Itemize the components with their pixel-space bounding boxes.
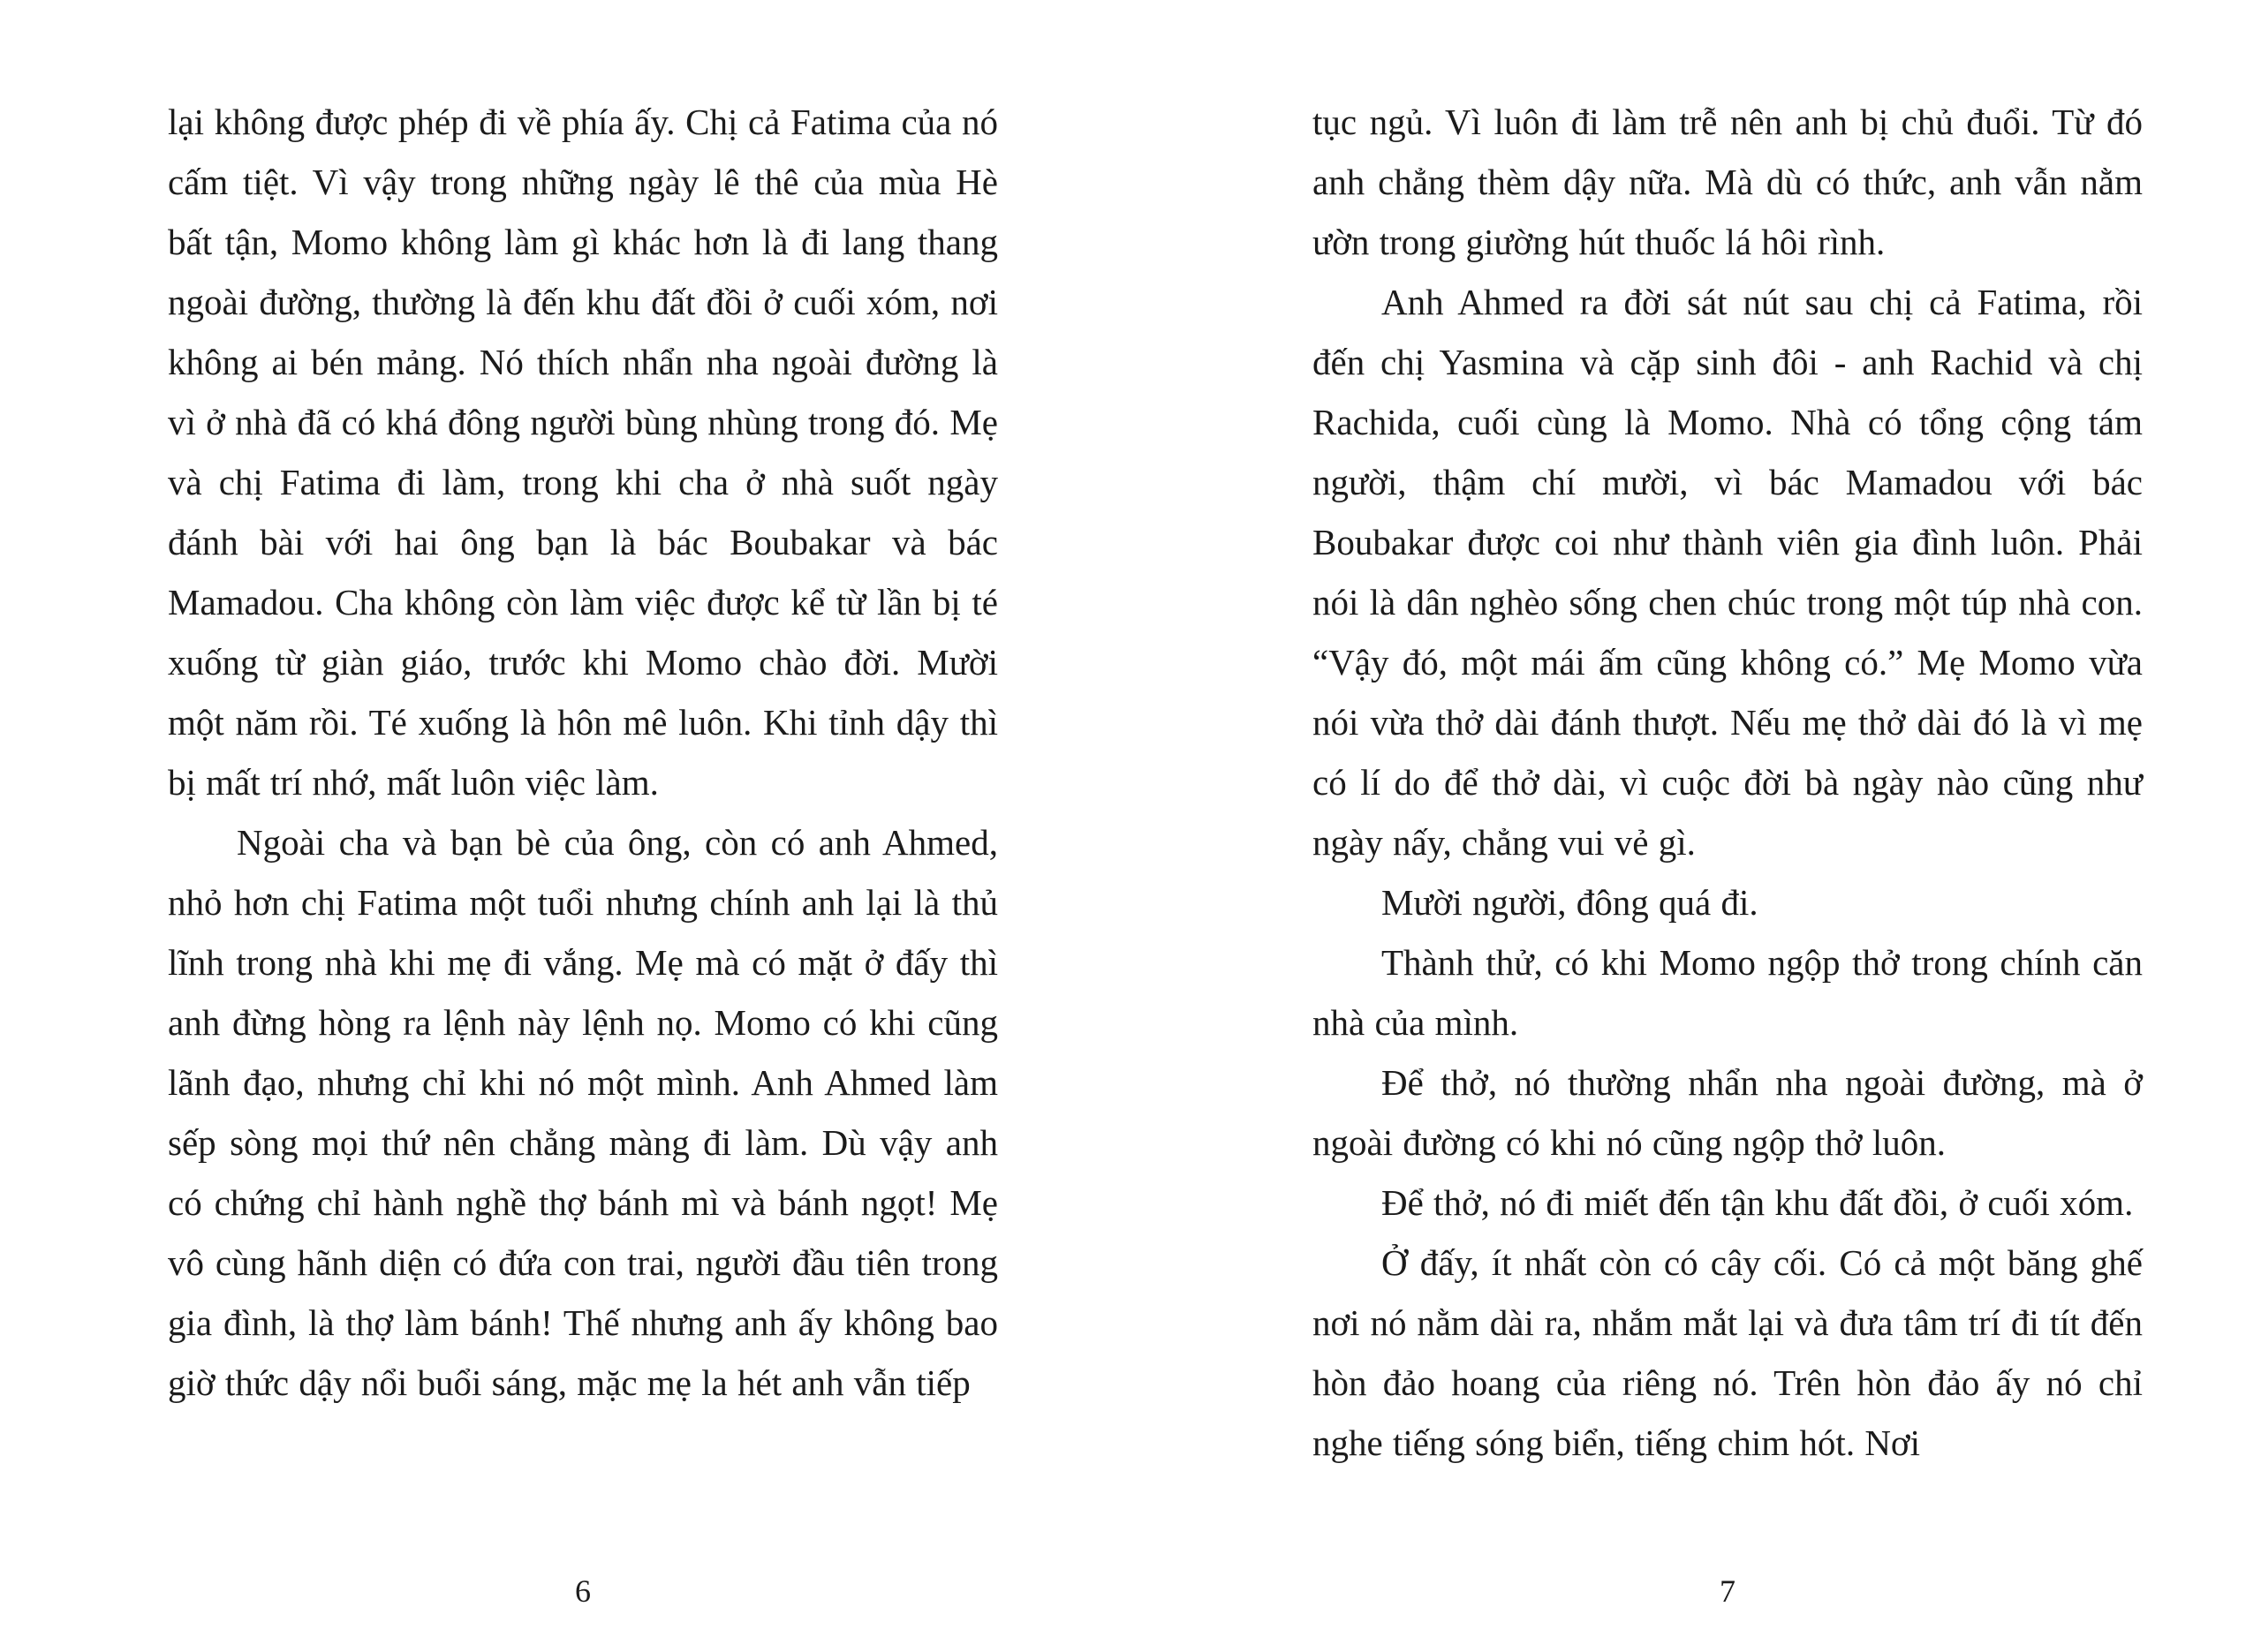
paragraph: Thành thử, có khi Momo ngộp thở trong chính căn nhà của mình. [1312,942,2143,1043]
page-left-text [168,92,998,1413]
paragraph: lại không được phép đi về phía ấy. Chị cả Fatima của nó cấm tiệt. Vì vậy trong những ngày lê thê của mùa Hè bất tận, Momo không làm gì khác hơn là đi lang thang ngoài đường, thường là đến khu đất đồi ở cuối xóm, nơi không ai bén mảng. Nó thích nhẩn nha ngoài đường là vì ở nhà đã có khá đông người bùng nhùng trong đó. Mẹ và chị Fatima đi làm, trong khi cha ở nhà suốt ngày đánh bài với hai ông bạn là bác Boubakar và bác Mamadou. Cha không còn làm việc được kể từ lần bị té xuống từ giàn giáo, trước khi Momo chào đời. Mười một năm rồi. Té xuống là hôn mê luôn. Khi tỉnh dậy thì bị mất trí nhớ, mất luôn việc làm. [168,102,998,803]
paragraph: Để thở, nó thường nhẩn nha ngoài đường, mà ở ngoài đường có khi nó cũng ngộp thở luôn. [1312,1062,2143,1163]
paragraph: Mười người, đông quá đi. [1381,882,1758,923]
paragraph: Ngoài cha và bạn bè của ông, còn có anh Ahmed, nhỏ hơn chị Fatima một tuổi nhưng chính anh lại là thủ lĩnh trong nhà khi mẹ đi vắng. Mẹ mà có mặt ở đấy thì anh đừng hòng ra lệnh này lệnh nọ. Momo có khi cũng lãnh đạo, nhưng chỉ khi nó một mình. Anh Ahmed làm sếp sòng mọi thứ nên chẳng màng đi làm. Dù vậy anh có chứng chỉ hành nghề thợ bánh mì và bánh ngọt! Mẹ vô cùng hãnh diện có đứa con trai, người đầu tiên trong gia đình, là thợ làm bánh! Thế nhưng anh ấy không bao giờ thức dậy nổi buổi sáng, mặc mẹ la hét anh vẫn tiếp [168,822,998,1403]
page-number-left: 6 [575,1573,591,1609]
paragraph: Anh Ahmed ra đời sát nút sau chị cả Fatima, rồi đến chị Yasmina và cặp sinh đôi - anh Rachid và chị Rachida, cuối cùng là Momo. Nhà có tổng cộng tám người, thậm chí mười, vì bác Mamadou với bác Boubakar được coi như thành viên gia đình luôn. Phải nói là dân nghèo sống chen chúc trong một túp nhà con. “Vậy đó, một mái ấm cũng không có.” Mẹ Momo vừa nói vừa thở dài đánh thượt. Nếu mẹ thở dài đó là vì mẹ có lí do để thở dài, vì cuộc đời bà ngày nào cũng như ngày nấy, chẳng vui vẻ gì. [1312,282,2143,863]
paragraph: Ở đấy, ít nhất còn có cây cối. Có cả một băng ghế nơi nó nằm dài ra, nhắm mắt lại và đưa tâm trí đi tít đến hòn đảo hoang của riêng nó. Trên hòn đảo ấy nó chỉ nghe tiếng sóng biển, tiếng chim hót. Nơi [1312,1242,2143,1463]
paragraph: tục ngủ. Vì luôn đi làm trễ nên anh bị chủ đuổi. Từ đó anh chẳng thèm dậy nữa. Mà dù có thức, anh vẫn nằm ườn trong giường hút thuốc lá hôi rình. [1312,102,2143,262]
page-right-text [1312,92,2143,1473]
page-number-right: 7 [1720,1573,1735,1609]
paragraph: Để thở, nó đi miết đến tận khu đất đồi, ở cuối xóm. [1381,1182,2134,1223]
